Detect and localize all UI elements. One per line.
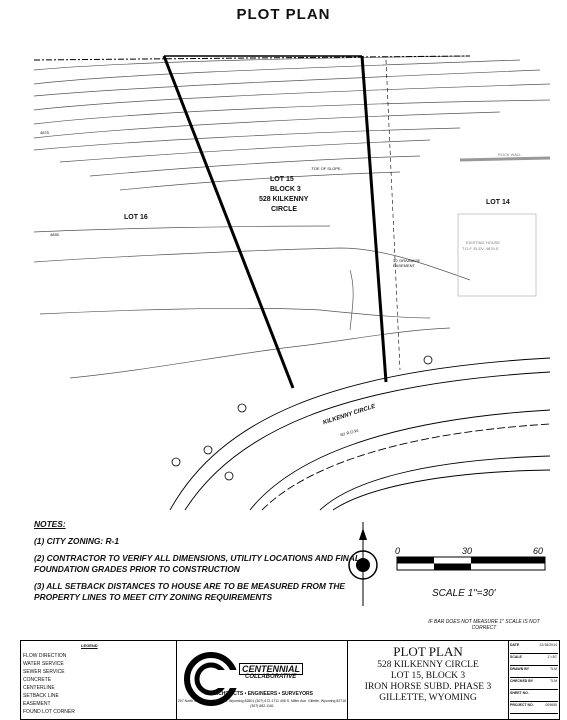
legend (21, 641, 177, 719)
title-block (20, 640, 560, 720)
plan-line: 528 KILKENNY CIRCLE (377, 660, 479, 670)
plan-line: GILLETTE, WYOMING (379, 693, 477, 703)
legend-item: SETBACK LINE (23, 693, 59, 699)
legend-item: WATER SERVICE (23, 661, 64, 667)
company-tag: ARCHITECTS • ENGINEERS • SURVEYORS (210, 691, 314, 697)
company-name: CENTENNIAL (239, 663, 303, 675)
scale-note: IF BAR DOES NOT MEASURE 1" SCALE IS NOT CORRECT (428, 619, 540, 631)
scale-60: 60 (533, 546, 544, 556)
note-3: (3) ALL SETBACK DISTANCES TO HOUSE ARE TO BE MEASURED FROM THE PROPERTY LINES TO MEET CITY ZONING REQUIREMENTS (34, 581, 345, 602)
legend-item: CENTERLINE (23, 685, 55, 691)
legend-item: FOUND LOT CORNER (23, 709, 75, 715)
company-address: 207 North Main Street Sheridan, Wyoming 82801 (307) 672-1711 408 S. Miller Ave. Gillette, Wyoming 82716 (307) 682-1161 (177, 699, 347, 708)
legend-item: EASEMENT (23, 701, 51, 707)
company-logo (177, 641, 348, 719)
plan-title-block (348, 641, 509, 719)
plan-line: LOT 15, BLOCK 3 (390, 671, 466, 681)
lot16-label: LOT 16 (124, 214, 148, 221)
scale-0: 0 (395, 546, 401, 556)
scale-label: SCALE 1"=30' (432, 588, 496, 599)
rock-wall-label: ROCK WALL (498, 152, 522, 157)
existing-house-l2: T.O.F. ELEV. 4879.5' (462, 246, 499, 251)
contour-label: 4875 (40, 130, 49, 135)
info-row: DRAWN BY TLM (510, 667, 558, 678)
info-row: SHEET NO. (510, 691, 558, 702)
contour-label: 4855 (50, 232, 59, 237)
street-label: KILKENNY CIRCLE (322, 403, 377, 427)
legend-header: LEGEND (81, 643, 98, 648)
info-row: PROJECT NO. 009655 (510, 703, 558, 714)
easement-label: 30' DRAINAGE EASEMENT (393, 258, 421, 268)
notes-header: NOTES: (34, 519, 66, 529)
lot15-line4: CIRCLE (271, 206, 298, 213)
row-label: 60' R.O.W. (339, 427, 360, 438)
info-row: SCALE 1"=30' (510, 655, 558, 666)
existing-house-l1: EXISTING HOUSE (466, 240, 501, 245)
notes-block (34, 519, 384, 609)
lot15-line1: LOT 15 (270, 176, 294, 183)
lot14-label: LOT 14 (486, 199, 510, 206)
legend-item: FLOW DIRECTION (23, 653, 67, 659)
info-row: DATE 12/18/2014 (510, 643, 558, 654)
plan-line: IRON HORSE SUBD. PHASE 3 (364, 682, 492, 692)
note-2: (2) CONTRACTOR TO VERIFY ALL DIMENSIONS, UTILITY LOCATIONS AND FINAL FOUNDATION GRADES PRIOR TO CONSTRUCTION (34, 553, 360, 574)
plan-heading: PLOT PLAN (393, 644, 463, 659)
page-title: PLOT PLAN (236, 6, 331, 23)
company-sub: COLLABORATIVE (245, 674, 297, 680)
toe-of-slope: -TOE OF SLOPE- (310, 166, 342, 171)
legend-item: CONCRETE (23, 677, 52, 683)
note-1: (1) CITY ZONING: R-1 (34, 536, 119, 546)
legend-item: SEWER SERVICE (23, 669, 65, 675)
lot15-line2: BLOCK 3 (270, 186, 301, 193)
scale-30: 30 (462, 546, 473, 556)
lot15-line3: 528 KILKENNY (259, 196, 309, 203)
info-row: CHECKED BY TLM (510, 679, 558, 690)
info-block (509, 641, 559, 719)
